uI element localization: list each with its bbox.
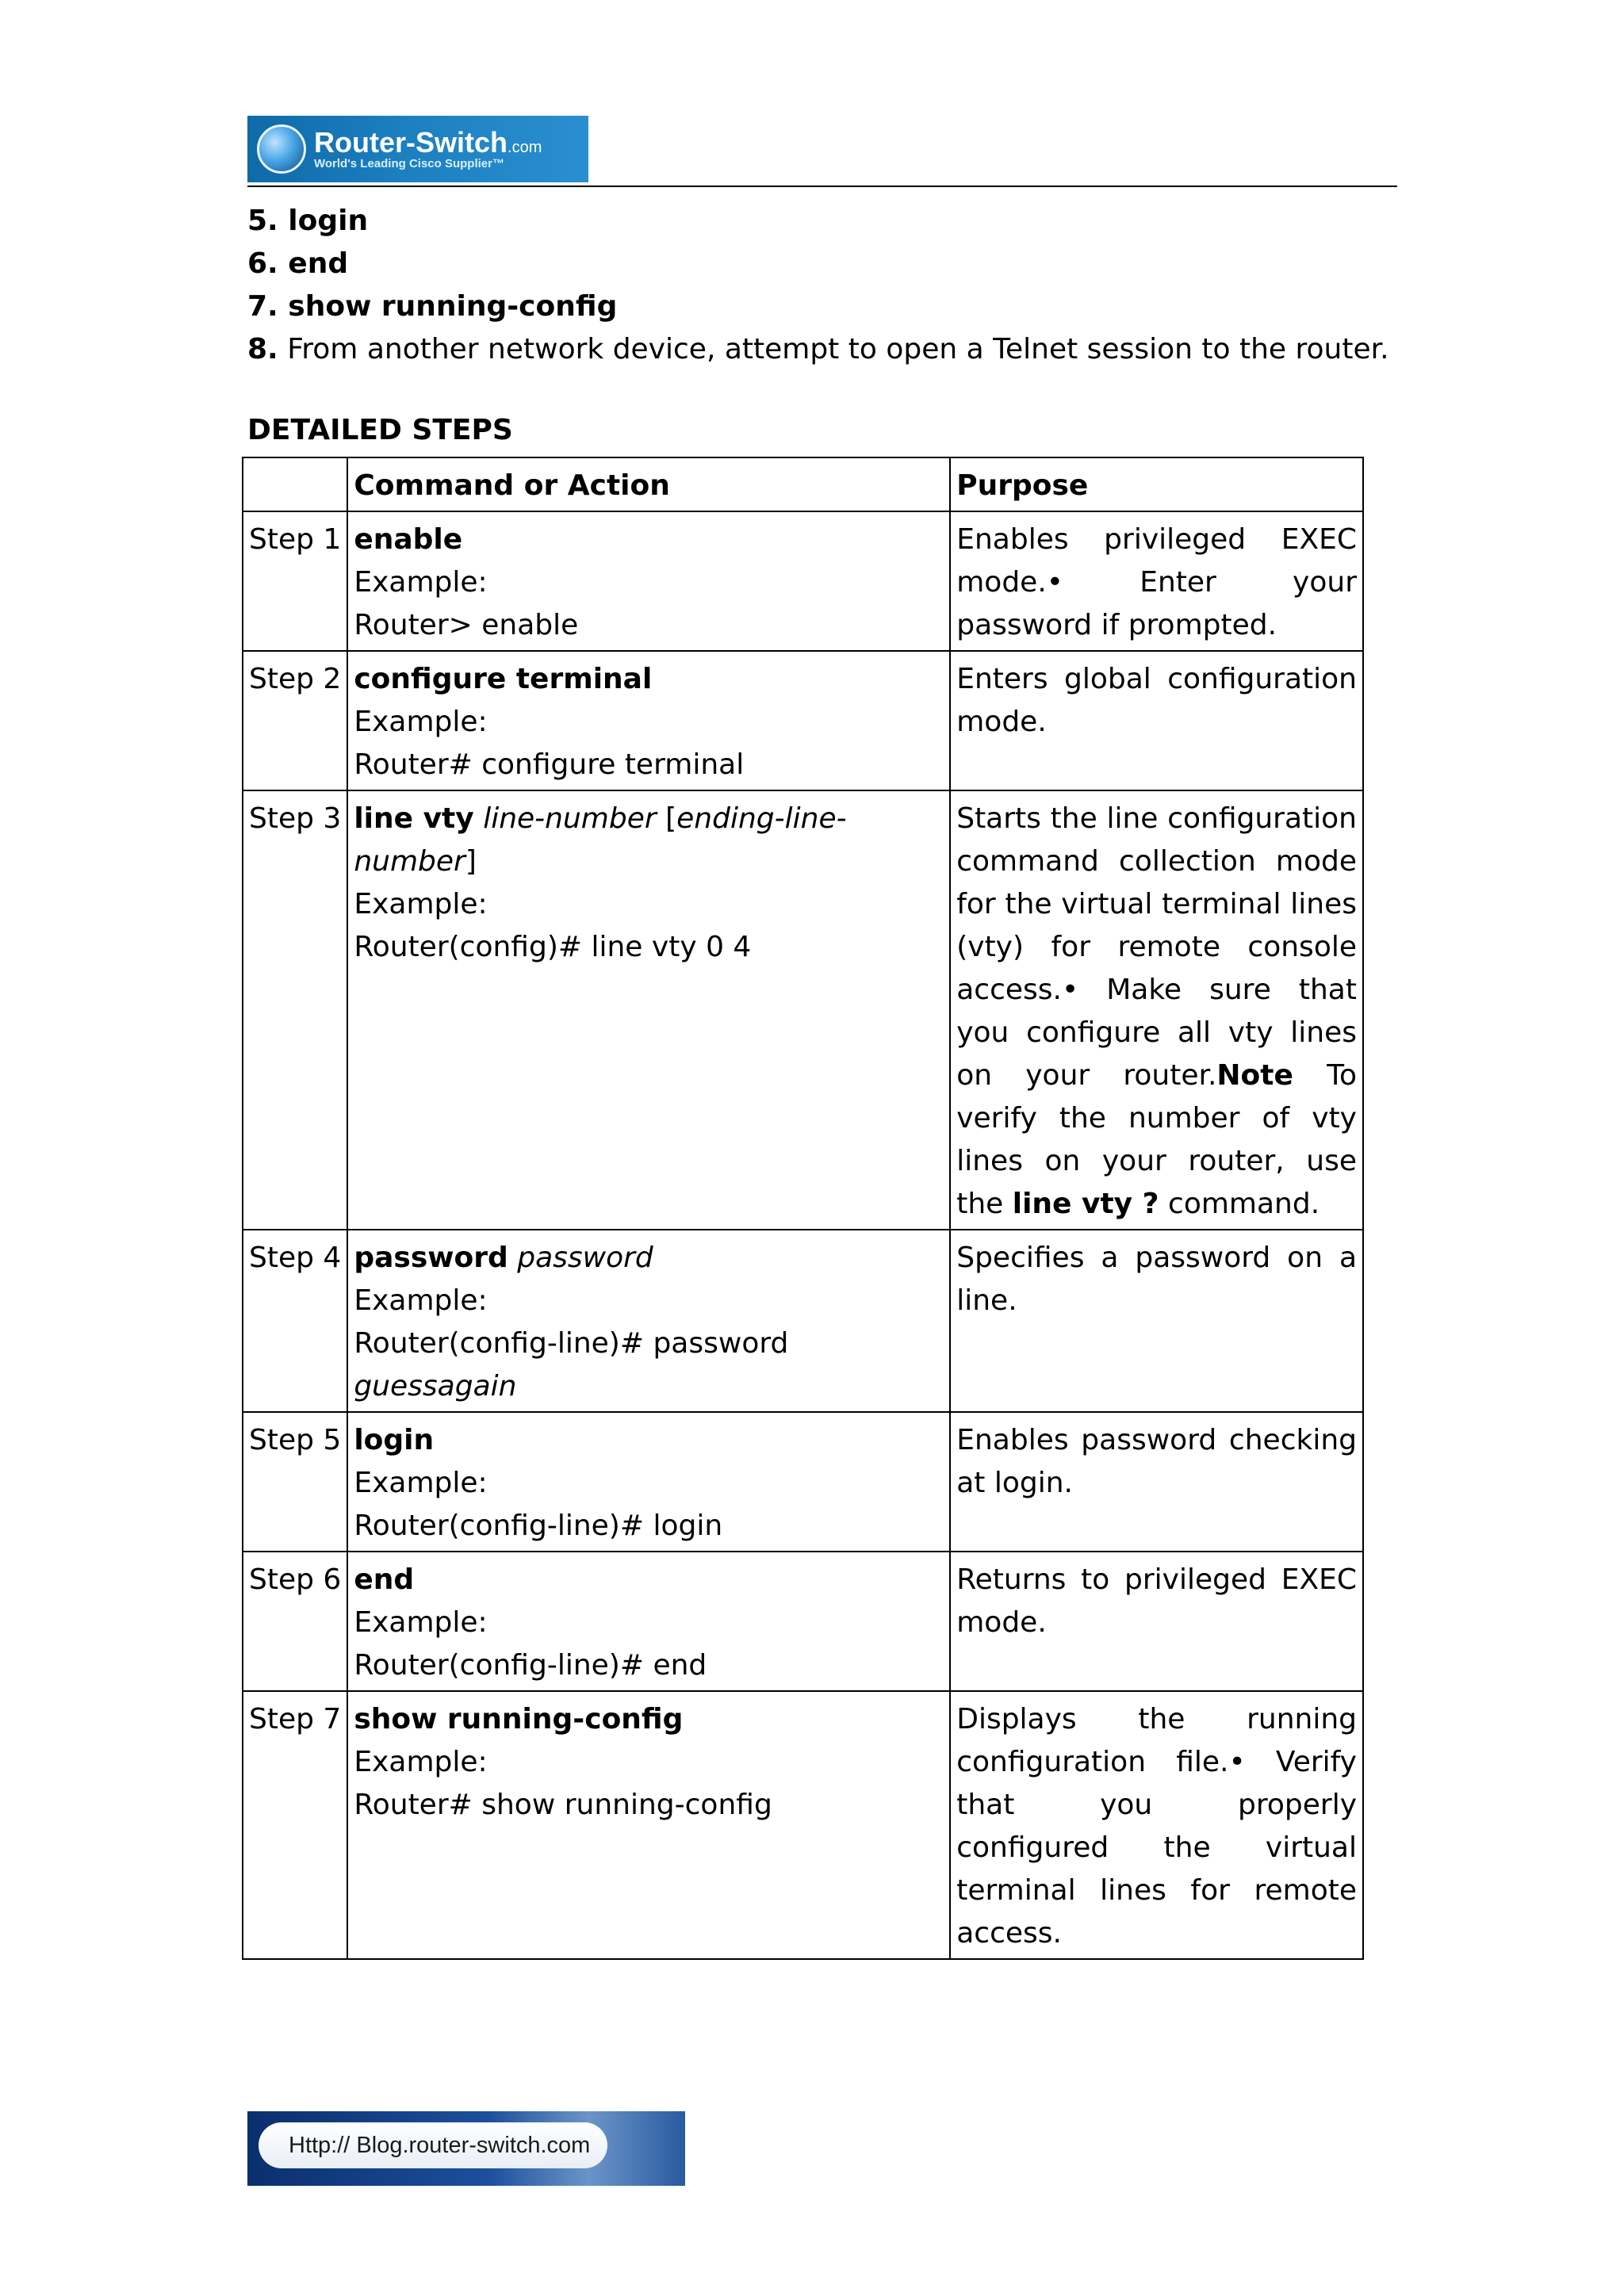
- logo-tagline: World's Leading Cisco Supplier™: [314, 157, 504, 171]
- command-text: password password: [354, 1242, 653, 1274]
- example-text: Router(config-line)# end: [354, 1649, 707, 1682]
- example-label: Example:: [354, 1467, 488, 1499]
- table-row: [243, 511, 1363, 651]
- table-row: [243, 1230, 1363, 1412]
- example-text: Router(config-line)# password guessagain: [354, 1327, 789, 1402]
- summary-step-5: 5. login: [247, 205, 369, 237]
- blog-url-pill[interactable]: [259, 2122, 607, 2168]
- section-title: DETAILED STEPS: [247, 414, 513, 446]
- example-label: Example:: [354, 1606, 488, 1639]
- purpose-cell: Starts the line configuration command collection mode for the virtual terminal lines (vty) for remote console access.• Make sure that you configure all vty lines on your router.Note To verify the number of vty lines on your router, use the line vty ? command.: [950, 790, 1363, 1230]
- header-divider: [247, 186, 1397, 187]
- example-label: Example:: [354, 888, 488, 920]
- step-label: Step 4: [243, 1230, 347, 1412]
- purpose-cell: Returns to privileged EXEC mode.: [950, 1552, 1363, 1691]
- command-text: configure terminal: [354, 663, 653, 695]
- table-header-row: [243, 457, 1363, 511]
- step-label: Step 6: [243, 1552, 347, 1691]
- summary-step-7: 7. show running-config: [247, 290, 618, 323]
- command-text: login: [354, 1424, 435, 1456]
- table-row: [243, 1691, 1363, 1959]
- example-label: Example:: [354, 706, 488, 738]
- example-text: Router> enable: [354, 609, 579, 641]
- logo-globe-icon: [257, 124, 306, 174]
- table-header-cell: Command or Action: [347, 457, 950, 511]
- table-row: [243, 1412, 1363, 1552]
- purpose-cell: Enables privileged EXEC mode.• Enter your password if prompted.: [950, 511, 1363, 651]
- table-row: [243, 1552, 1363, 1691]
- command-text: show running-config: [354, 1703, 684, 1735]
- purpose-cell: Specifies a password on a line.: [950, 1230, 1363, 1412]
- logo-title: Router-Switch.com: [314, 126, 542, 159]
- step-label: Step 3: [243, 790, 347, 1230]
- purpose-cell: Displays the running configuration file.• Verify that you properly configured the virtual terminal lines for remote access.: [950, 1691, 1363, 1959]
- table-header-cell: [243, 457, 347, 511]
- summary-steps-list: [247, 200, 1397, 371]
- purpose-cell: Enables password checking at login.: [950, 1412, 1363, 1552]
- example-text: Router(config)# line vty 0 4: [354, 931, 752, 963]
- blog-footer-banner[interactable]: [247, 2111, 685, 2186]
- command-cell: [347, 1412, 950, 1552]
- blog-url-text: Http:// Blog.router-switch.com: [289, 2132, 591, 2158]
- command-cell: [347, 1552, 950, 1691]
- router-switch-logo: [247, 116, 588, 182]
- table-row: [243, 651, 1363, 790]
- example-text: Router# configure terminal: [354, 748, 745, 781]
- command-cell: [347, 790, 950, 1230]
- example-label: Example:: [354, 1746, 488, 1778]
- command-text: end: [354, 1563, 415, 1596]
- table-header-cell: Purpose: [950, 457, 1363, 511]
- step-label: Step 1: [243, 511, 347, 651]
- summary-step-8: 8. From another network device, attempt to open a Telnet session to the router.: [247, 333, 1389, 365]
- example-text: Router# show running-config: [354, 1789, 772, 1821]
- command-text: line vty line-number [ending-line-number]: [354, 802, 847, 878]
- table-row: [243, 790, 1363, 1230]
- command-cell: [347, 1691, 950, 1959]
- command-text: enable: [354, 523, 463, 556]
- example-text: Router(config-line)# login: [354, 1510, 723, 1542]
- purpose-cell: Enters global configuration mode.: [950, 651, 1363, 790]
- command-cell: [347, 1230, 950, 1412]
- command-cell: [347, 651, 950, 790]
- command-cell: [347, 511, 950, 651]
- step-label: Step 2: [243, 651, 347, 790]
- example-label: Example:: [354, 566, 488, 599]
- step-label: Step 7: [243, 1691, 347, 1959]
- example-label: Example:: [354, 1284, 488, 1317]
- summary-step-6: 6. end: [247, 247, 349, 280]
- logo-text: [314, 128, 542, 170]
- step-label: Step 5: [243, 1412, 347, 1552]
- detailed-steps-table: [242, 457, 1364, 1960]
